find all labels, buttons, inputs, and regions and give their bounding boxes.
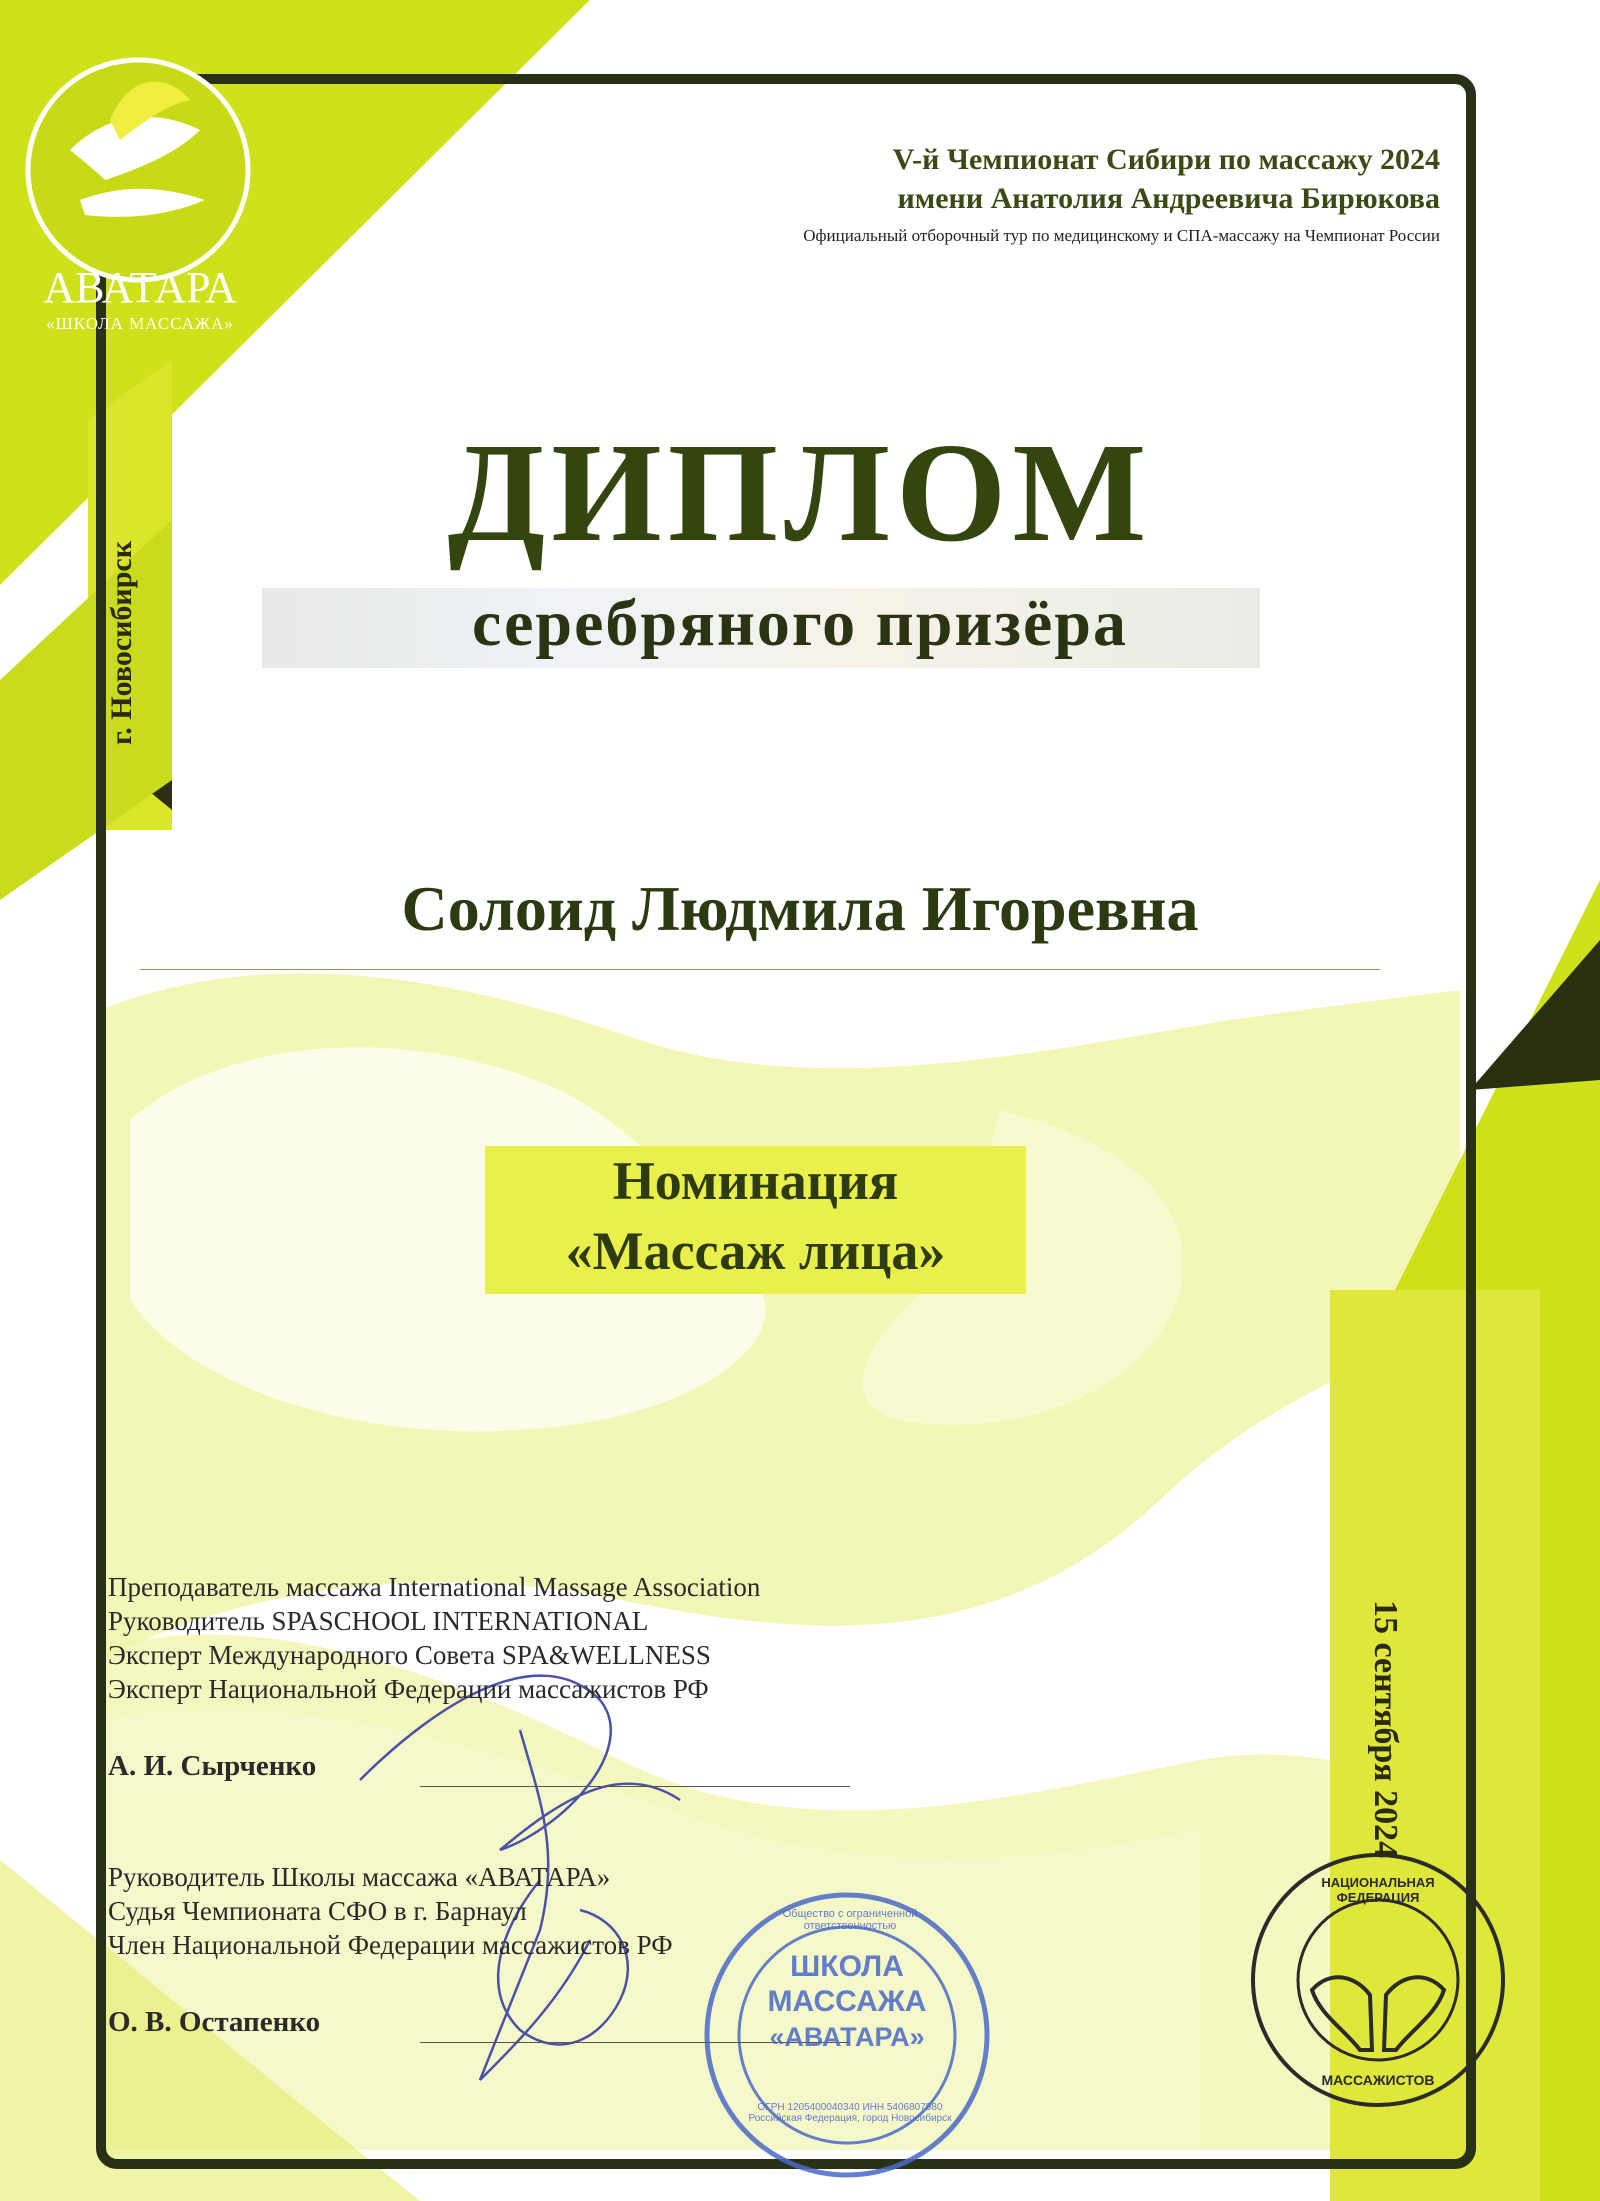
signatory1-name: А. И. Сырченко bbox=[108, 1750, 317, 1782]
stamp-outer-text: Общество с ограниченной ответственностью bbox=[782, 1908, 918, 1932]
federation-seal-bottom: МАССАЖИСТОВ bbox=[1321, 2072, 1435, 2088]
signatory1-role: Эксперт Национальной Федерации массажистов РФ bbox=[108, 1674, 709, 1704]
nomination-title: «Массаж лица» bbox=[565, 1221, 946, 1281]
signatory2-role: Судья Чемпионата СФО в г. Барнаул bbox=[108, 1896, 527, 1926]
city-label: г. Новосибирск bbox=[105, 541, 138, 745]
signatory1-role: Преподаватель массажа International Massage Association bbox=[108, 1572, 761, 1602]
stamp-line3: «АВАТАРА» bbox=[769, 2022, 925, 2052]
event-dedication: имени Анатолия Андреевича Бирюкова bbox=[897, 182, 1440, 215]
diploma-title: ДИПЛОМ bbox=[447, 413, 1153, 571]
federation-seal-top: НАЦИОНАЛЬНАЯ ФЕДЕРАЦИЯ bbox=[1321, 1875, 1435, 1905]
recipient-name: Солоид Людмила Игоревна bbox=[401, 873, 1199, 944]
recipient-underline bbox=[140, 969, 1380, 970]
event-title: V-й Чемпионат Сибири по массажу 2024 bbox=[892, 143, 1440, 176]
signatory2-name: О. В. Остапенко bbox=[108, 2006, 321, 2038]
signature-line bbox=[420, 1786, 850, 1787]
signatory1-role: Руководитель SPASCHOOL INTERNATIONAL bbox=[108, 1606, 649, 1636]
signatory1-role: Эксперт Международного Совета SPA&WELLNESS bbox=[108, 1640, 711, 1670]
signatory2-role: Руководитель Школы массажа «АВАТАРА» bbox=[108, 1862, 611, 1892]
logo-subtitle: «ШКОЛА МАССАЖА» bbox=[46, 314, 234, 333]
stamp-line2: МАССАЖА bbox=[767, 1985, 927, 2018]
signatory2-role: Член Национальной Федерации массажистов РФ bbox=[108, 1930, 673, 1960]
event-description: Официальный отборочный тур по медицинскому и СПА-массажу на Чемпионат России bbox=[803, 226, 1440, 245]
stamp-line1: ШКОЛА bbox=[790, 1950, 904, 1983]
logo-name: АВАТАРА bbox=[43, 263, 237, 312]
diploma-subtitle: серебряного призёра bbox=[472, 587, 1128, 660]
stamp-bottom-text: ОГРН 1205400040340 ИНН 5406807980 Российская Федерация, город Новосибирск bbox=[748, 2102, 952, 2124]
date-label: 15 сентября 2024 bbox=[1367, 1600, 1404, 1859]
nomination-label: Номинация bbox=[612, 1151, 899, 1211]
